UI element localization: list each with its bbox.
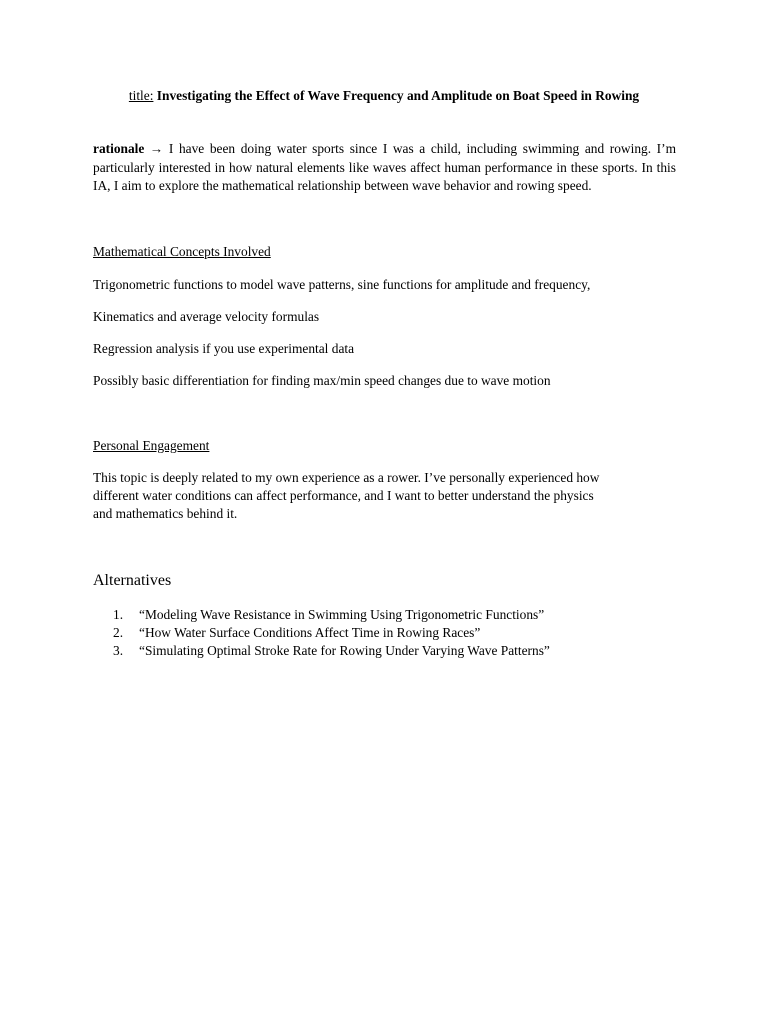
alternative-number: 1. (113, 607, 124, 622)
engagement-line: and mathematics behind it. (93, 506, 238, 521)
concept-item: Trigonometric functions to model wave patterns, sine functions for amplitude and frequency, (93, 277, 591, 292)
concept-item: Regression analysis if you use experimental data (93, 341, 355, 356)
engagement-line: different water conditions can affect performance, and I want to better understand the physics (93, 488, 594, 503)
rationale-label: rationale → (93, 141, 164, 156)
alternative-item (113, 606, 550, 624)
title-text: Investigating the Effect of Wave Frequency and Amplitude on Boat Speed in Rowing (156, 88, 640, 103)
rationale-paragraph (93, 140, 676, 196)
alternative-number: 3. (113, 643, 124, 658)
concept-item: Possibly basic differentiation for finding max/min speed changes due to wave motion (93, 373, 551, 388)
alternative-number: 2. (113, 625, 124, 640)
alternative-item (113, 642, 550, 660)
engagement-line: This topic is deeply related to my own experience as a rower. I’ve personally experienced how (93, 470, 600, 485)
alternative-item (113, 624, 550, 642)
engagement-heading: Personal Engagement (93, 438, 210, 453)
concept-item: Kinematics and average velocity formulas (93, 309, 320, 324)
alternatives-heading: Alternatives (93, 572, 172, 589)
alternative-text: “How Water Surface Conditions Affect Time in Rowing Races” (139, 625, 481, 640)
title-prefix: title: (128, 88, 154, 103)
concepts-heading: Mathematical Concepts Involved (93, 244, 271, 259)
alternatives-list (113, 606, 550, 660)
alternative-text: “Modeling Wave Resistance in Swimming Using Trigonometric Functions” (139, 607, 545, 622)
document-title (0, 87, 768, 104)
alternative-text: “Simulating Optimal Stroke Rate for Rowing Under Varying Wave Patterns” (139, 643, 550, 658)
rationale-text: I have been doing water sports since I was a child, including swimming and rowing. I’m particularly interested in how natural elements like waves affect human performance in these sports. In this IA, I aim to explore the mathematical relationship between wave behavior and rowing speed. (93, 141, 676, 193)
